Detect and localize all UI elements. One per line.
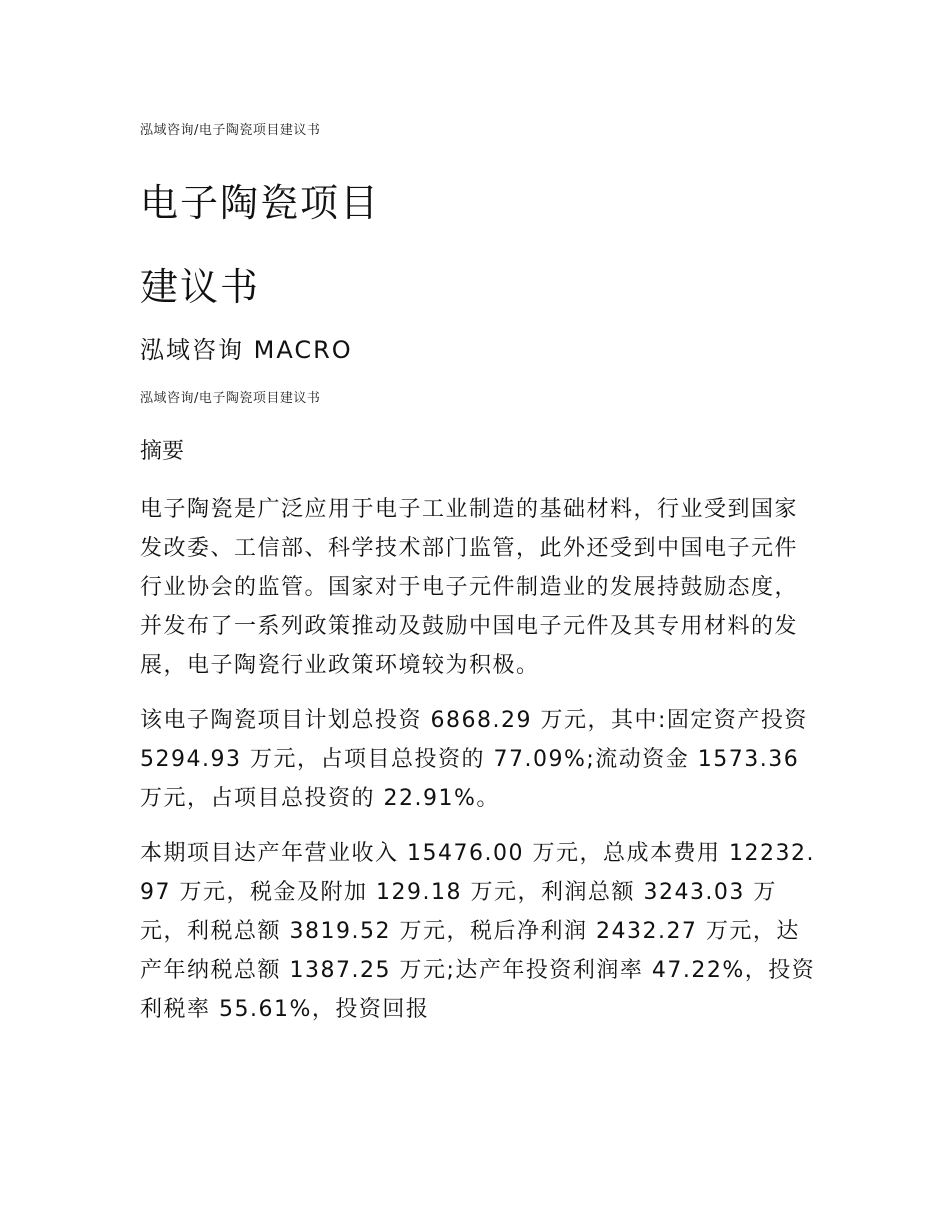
paragraph-industry-overview: 电子陶瓷是广泛应用于电子工业制造的基础材料，行业受到国家发改委、工信部、科学技术部门监管，此外还受到中国电子元件行业协会的监管。国家对于电子元件制造业的发展持鼓励态度，并发布了一系列政策推动及鼓励中国电子元件及其专用材料的发展，电子陶瓷行业政策环境较为积极。 (140, 497, 799, 678)
summary-body (140, 490, 820, 1045)
section-heading-summary: 摘要 (140, 439, 185, 464)
paragraph-investment: 该电子陶瓷项目计划总投资 6868.29 万元，其中:固定资产投资 5294.93 万元，占项目总投资的 77.09%;流动资金 1573.36 万元，占项目总投资的 22.91%。 (140, 708, 808, 811)
paragraph-financials: 本期项目达产年营业收入 15476.00 万元，总成本费用 12232.97 万元，税金及附加 129.18 万元，利润总额 3243.03 万元，利税总额 3819.52 万元，税后净利润 2432.27 万元，达产年纳税总额 1387.25 万元;达产年投资利润率 47.22%，投资利税率 55.61%，投资回报 (140, 841, 816, 1022)
breadcrumb-subheader: 泓域咨询/电子陶瓷项目建议书 (140, 391, 321, 406)
breadcrumb-header: 泓域咨询/电子陶瓷项目建议书 (140, 123, 321, 138)
document-title-line1: 电子陶瓷项目 (140, 181, 381, 225)
brand-name: 泓域咨询 MACRO (140, 336, 353, 364)
document-title-line2: 建议书 (140, 265, 261, 309)
